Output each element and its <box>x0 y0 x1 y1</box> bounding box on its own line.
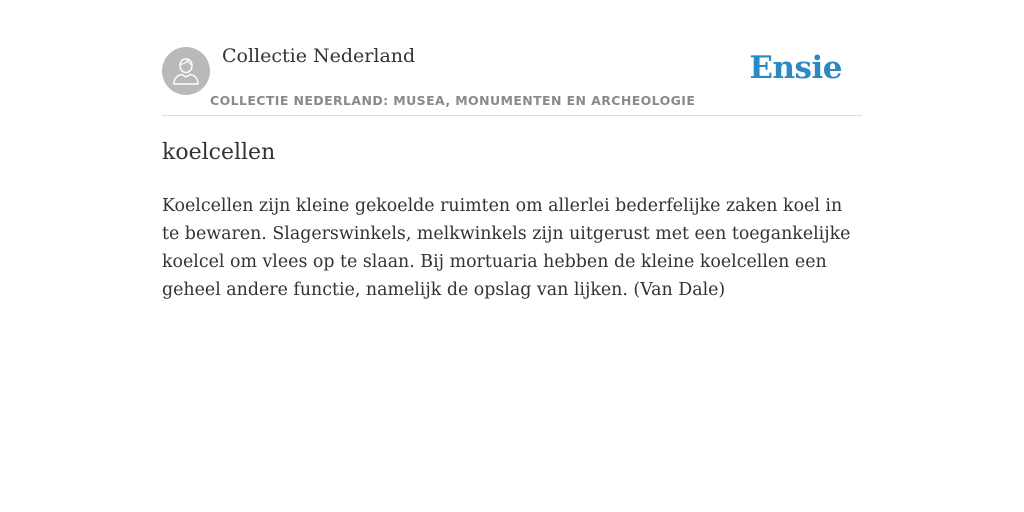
entry-term: koelcellen <box>162 140 276 165</box>
author-name[interactable]: Collectie Nederland <box>222 45 416 67</box>
source-name[interactable]: COLLECTIE NEDERLAND: MUSEA, MONUMENTEN EN ARCHEOLOGIE <box>210 93 696 108</box>
entry-card <box>162 0 862 300</box>
user-icon <box>172 56 200 86</box>
entry-header <box>162 0 862 116</box>
avatar[interactable] <box>162 47 210 95</box>
entry-definition: Koelcellen zijn kleine gekoelde ruimten om allerlei bederfelijke zaken koel in te bewaren. Slagerswinkels, melkwinkels zijn uitgerust met een toegankelijke koelcel om vlees op te slaan. Bij mortuaria hebben de kleine koelcellen een geheel andere functie, namelijk de opslag van lijken. (Van Dale) <box>162 196 851 300</box>
ensie-logo[interactable]: Ensie <box>749 50 842 86</box>
